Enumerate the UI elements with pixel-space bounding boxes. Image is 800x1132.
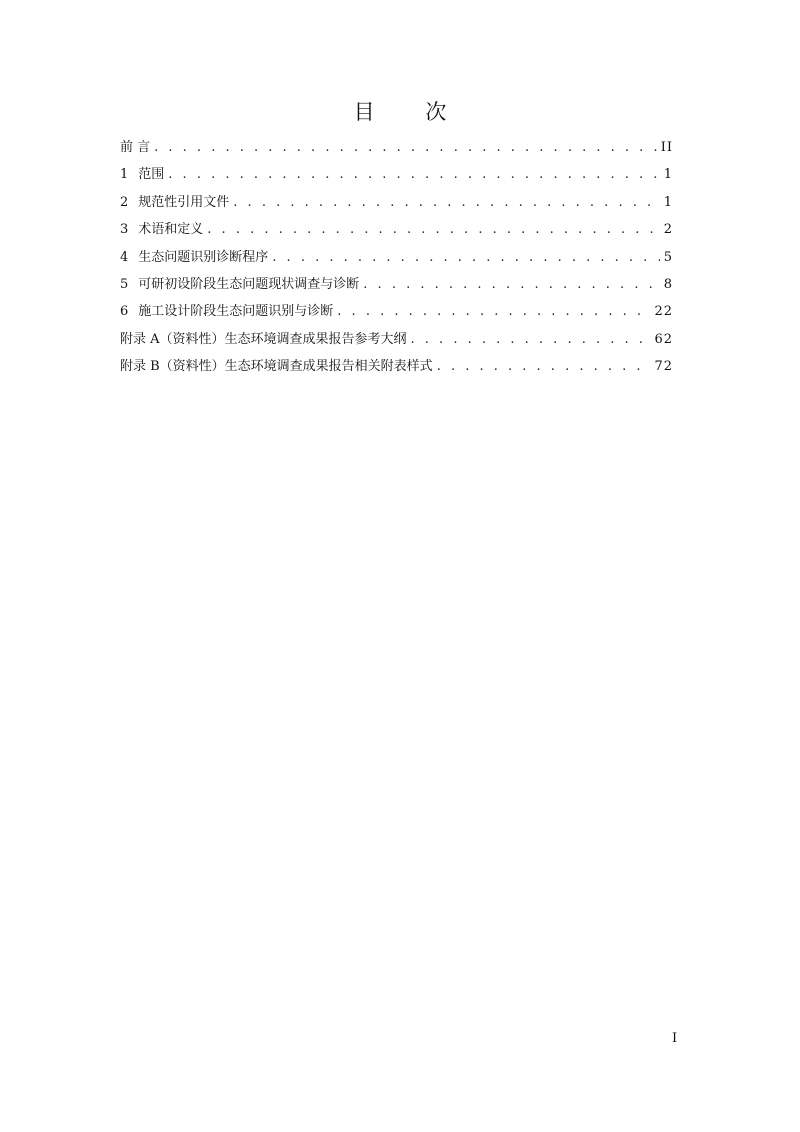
toc-label: 生态问题识别诊断程序 [138,249,269,265]
toc-label: 前 言 [120,140,151,155]
toc-leader [363,275,659,295]
toc-entry-4[interactable] [120,248,673,275]
toc-page: 72 [654,359,673,375]
toc-number: 6 [120,304,129,320]
toc-entry-appendix-a[interactable] [120,330,673,357]
toc-page: 5 [663,249,673,265]
toc-entry-6[interactable] [120,302,673,329]
toc-entry-appendix-b[interactable] [120,357,673,384]
toc-entry-1[interactable] [120,165,673,192]
toc-leader [233,193,659,213]
toc-entry-3[interactable] [120,220,673,247]
toc-leader [272,248,659,268]
toc-entry-foreword[interactable] [120,138,673,165]
toc-number: 3 [120,222,129,238]
toc-page: 8 [663,276,673,292]
table-of-contents [120,138,673,385]
toc-leader [207,220,659,240]
toc-page: 1 [663,194,673,210]
toc-label: 范围 [138,167,165,183]
toc-page: 62 [654,331,673,347]
toc-label: 附录 A（资料性）生态环境调查成果报告参考大纲 [120,331,407,347]
toc-number: 2 [120,194,129,210]
page-title: 目 次 [353,100,469,124]
toc-label: 施工设计阶段生态问题识别与诊断 [138,304,334,320]
toc-leader [437,357,651,377]
toc-entry-2[interactable] [120,193,673,220]
toc-leader [154,138,657,158]
toc-leader [411,330,651,350]
toc-number: 5 [120,276,129,292]
toc-page: II [660,140,673,155]
toc-page: 22 [654,304,673,320]
toc-number: 1 [120,167,129,183]
toc-label: 附录 B（资料性）生态环境调查成果报告相关附表样式 [120,359,433,375]
toc-leader [168,165,659,185]
toc-entry-5[interactable] [120,275,673,302]
toc-page: 2 [663,222,673,238]
toc-page: 1 [663,167,673,183]
toc-label: 可研初设阶段生态问题现状调查与诊断 [138,276,360,292]
page-number: I [672,1031,678,1046]
toc-label: 规范性引用文件 [138,194,230,210]
toc-number: 4 [120,249,129,265]
toc-leader [337,302,650,322]
toc-label: 术语和定义 [138,222,204,238]
